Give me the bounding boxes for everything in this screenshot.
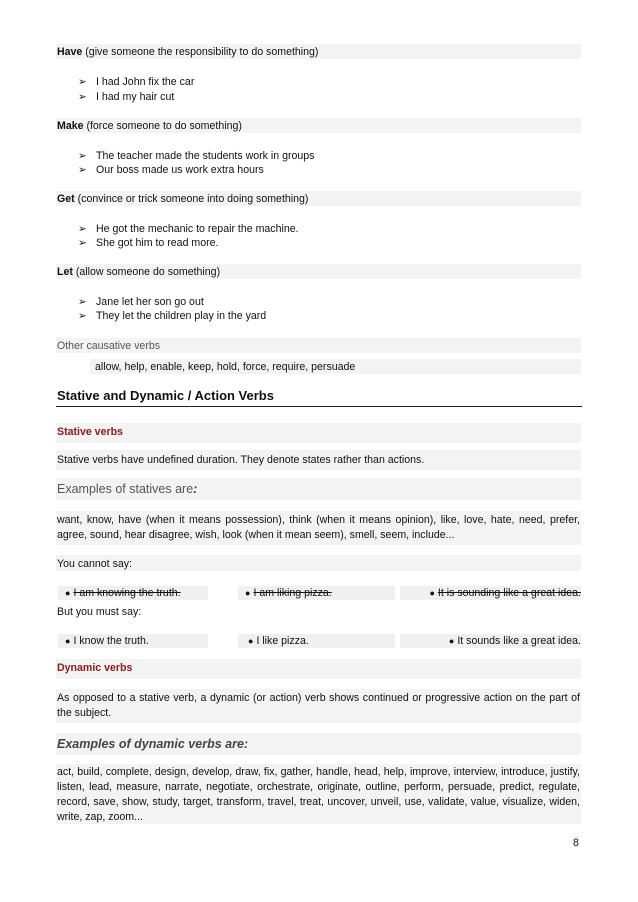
arrow-bullet-icon: ➢ (78, 150, 87, 162)
right-example-1: ● I know the truth. (58, 634, 208, 648)
stative-examples-label: Examples of statives are: (57, 482, 198, 496)
arrow-bullet-icon: ➢ (78, 164, 87, 176)
wrong-example-2: ● I am liking pizza. (238, 586, 395, 600)
must-say-label: But you must say: (57, 606, 142, 618)
have-definition (57, 45, 318, 59)
arrow-bullet-icon: ➢ (78, 223, 87, 235)
make-example-1: ➢ The teacher made the students work in groups (78, 150, 315, 162)
make-verb: Make (57, 120, 84, 132)
let-verb: Let (57, 266, 73, 278)
arrow-bullet-icon: ➢ (78, 237, 87, 249)
get-example-1: ➢ He got the mechanic to repair the machine. (78, 223, 299, 235)
make-meaning: (force someone to do something) (83, 120, 242, 132)
let-definition (57, 265, 220, 279)
dynamic-heading-band (56, 659, 581, 679)
right-example-2: ● I like pizza. (238, 634, 395, 648)
dot-bullet-icon: ● (65, 588, 71, 598)
dynamic-examples-label: Examples of dynamic verbs are: (57, 737, 249, 751)
arrow-bullet-icon: ➢ (78, 310, 87, 322)
dynamic-definition: As opposed to a stative verb, a dynamic (or action) verb shows continued or progressive action on the part of the subject. (57, 692, 580, 719)
cannot-say-band (56, 555, 581, 571)
dot-bullet-icon: ● (245, 588, 251, 598)
dynamic-heading: Dynamic verbs (57, 662, 133, 674)
other-causative-list: allow, help, enable, keep, hold, force, require, persuade (95, 361, 356, 373)
dynamic-examples-list: act, build, complete, design, develop, draw, fix, gather, handle, head, help, improve, interview, introduce, justify, listen, lead, measure, narrate, negotiate, orchestrate, originate, outline, perform, persuade, predict, regulate, record, save, show, study, target, transform, travel, treat, uncover, unveil, use, validate, value, visualize, widen, write, zap, zoom... (57, 766, 580, 823)
dot-bullet-icon: ● (429, 588, 435, 598)
have-verb: Have (57, 46, 83, 58)
arrow-bullet-icon: ➢ (78, 91, 87, 103)
wrong-example-1: ● I am knowing the truth. (58, 586, 208, 600)
let-example-2: ➢ They let the children play in the yard (78, 310, 267, 322)
get-definition (57, 192, 308, 206)
right-example-3: ● It sounds like a great idea. (400, 634, 581, 648)
arrow-bullet-icon: ➢ (78, 296, 87, 308)
cannot-say-label: You cannot say: (57, 558, 132, 570)
get-verb: Get (57, 193, 75, 205)
dot-bullet-icon: ● (448, 636, 455, 646)
heading-rule (56, 406, 582, 407)
section-heading: Stative and Dynamic / Action Verbs (57, 388, 274, 403)
have-example-2: ➢ I had my hair cut (78, 91, 175, 103)
other-causative-label: Other causative verbs (57, 340, 161, 352)
make-example-2: ➢ Our boss made us work extra hours (78, 164, 264, 176)
let-example-1: ➢ Jane let her son go out (78, 296, 204, 308)
stative-heading-band (56, 423, 581, 443)
get-meaning: (convince or trick someone into doing something) (74, 193, 309, 205)
make-definition (57, 119, 242, 133)
page-number: 8 (573, 837, 579, 849)
stative-heading: Stative verbs (57, 426, 123, 438)
dot-bullet-icon: ● (248, 636, 254, 646)
have-meaning: (give someone the responsibility to do something) (82, 46, 319, 58)
let-meaning: (allow someone do something) (72, 266, 221, 278)
dot-bullet-icon: ● (65, 636, 71, 646)
arrow-bullet-icon: ➢ (78, 76, 87, 88)
get-example-2: ➢ She got him to read more. (78, 237, 219, 249)
wrong-example-3: ● It is sounding like a great idea. (400, 586, 581, 600)
have-example-1: ➢ I had John fix the car (78, 76, 195, 88)
stative-examples-list: want, know, have (when it means possession), think (when it means opinion), like, love, hate, need, prefer, agree, sound, hear disagree, wish, look (when it mean seem), smell, seem, include... (57, 514, 580, 541)
stative-definition: Stative verbs have undefined duration. They denote states rather than actions. (57, 454, 425, 466)
